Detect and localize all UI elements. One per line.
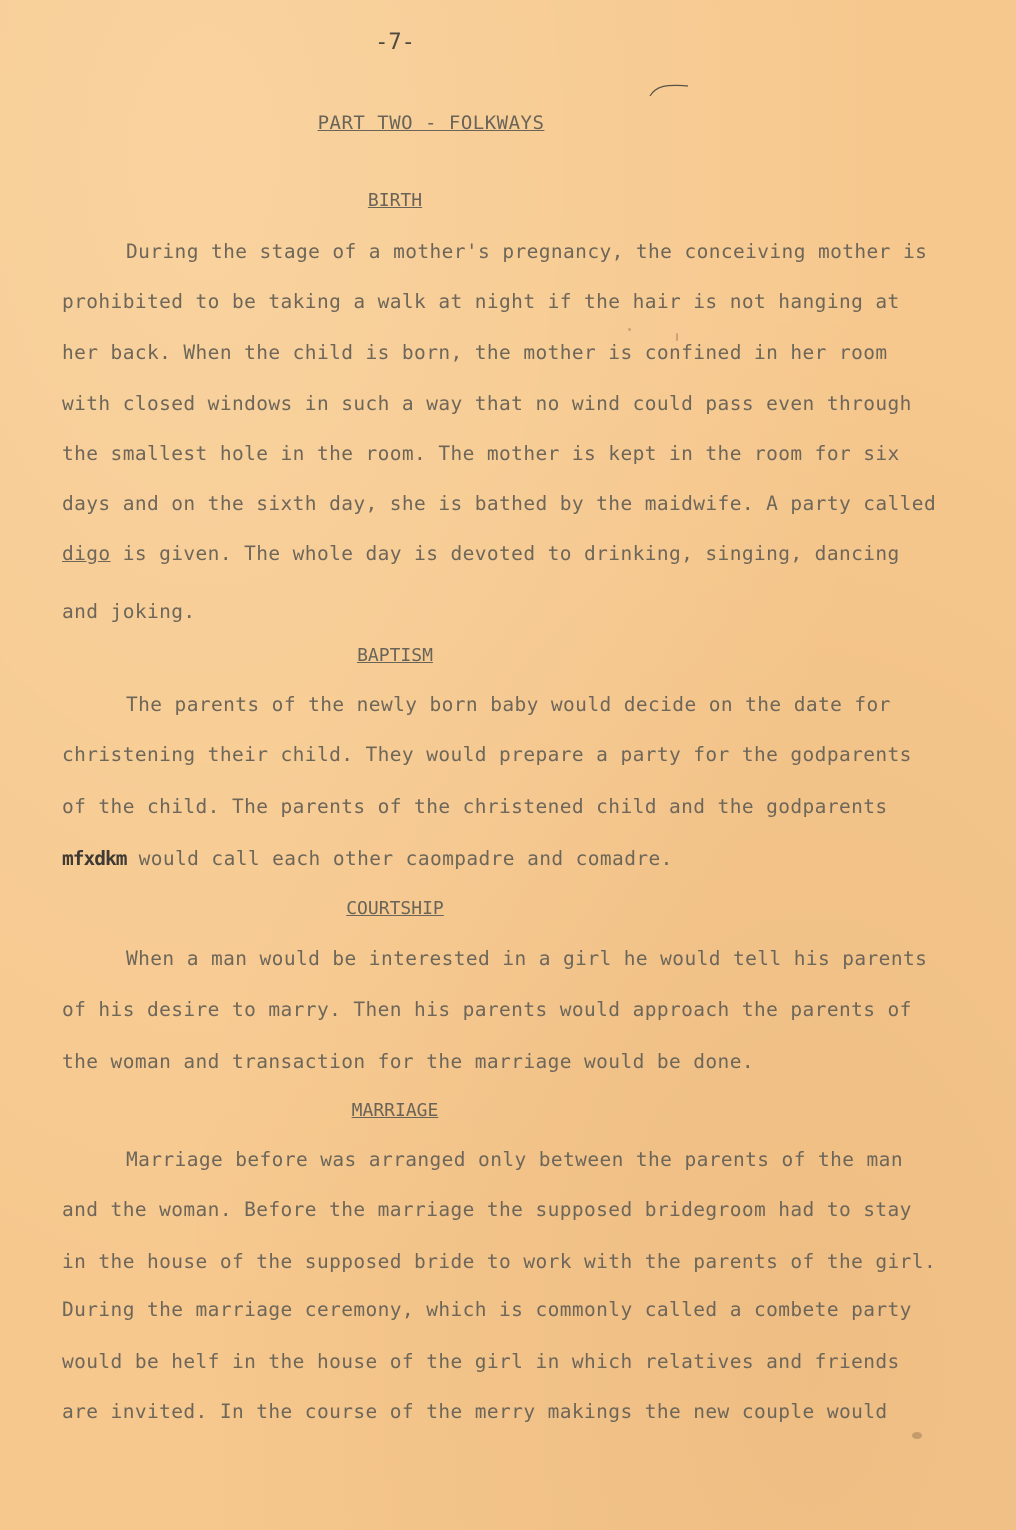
marriage-line-1: Marriage before was arranged only between the parents of the man: [126, 1148, 903, 1171]
baptism-line-2: christening their child. They would prepare a party for the godparents: [62, 743, 912, 766]
courtship-line-1: When a man would be interested in a girl he would tell his parents: [126, 947, 928, 970]
section-heading-marriage: MARRIAGE: [351, 1100, 439, 1121]
struck-out-text: mfxdkm: [62, 847, 127, 870]
marriage-line-4: During the marriage ceremony, which is commonly called a combete party: [62, 1298, 912, 1321]
ink-speck: [628, 328, 631, 331]
baptism-line-4-text: would call each other caompadre and comadre.: [138, 847, 673, 870]
section-heading-baptism: BAPTISM: [357, 645, 433, 666]
birth-line-3: her back. When the child is born, the mother is confined in her room: [62, 341, 888, 364]
pen-stroke-mark: [648, 80, 692, 100]
birth-line-2: prohibited to be taking a walk at night if the hair is not hanging at: [62, 290, 900, 313]
courtship-line-2: of his desire to marry. Then his parents would approach the parents of: [62, 998, 912, 1021]
baptism-line-1: The parents of the newly born baby would decide on the date for: [126, 693, 891, 716]
part-title: PART TWO - FOLKWAYS: [317, 112, 545, 134]
underlined-term-digo: digo: [62, 542, 111, 565]
birth-line-4: with closed windows in such a way that no wind could pass even through: [62, 392, 912, 415]
section-heading-courtship: COURTSHIP: [346, 898, 444, 919]
marriage-line-6: are invited. In the course of the merry makings the new couple would: [62, 1400, 888, 1423]
birth-line-7-text: is given. The whole day is devoted to drinking, singing, dancing: [122, 542, 900, 565]
ink-speck: [676, 333, 678, 341]
baptism-line-4: [62, 847, 673, 870]
page-number: -7-: [375, 30, 415, 55]
marriage-line-5: would be helf in the house of the girl in which relatives and friends: [62, 1350, 900, 1373]
baptism-line-3: of the child. The parents of the christened child and the godparents: [62, 795, 888, 818]
courtship-line-3: the woman and transaction for the marriage would be done.: [62, 1050, 754, 1073]
marriage-line-2: and the woman. Before the marriage the supposed bridegroom had to stay: [62, 1198, 912, 1221]
ink-speck: [912, 1432, 922, 1439]
birth-line-6: days and on the sixth day, she is bathed by the maidwife. A party called: [62, 492, 937, 515]
section-heading-birth: BIRTH: [367, 190, 423, 211]
birth-line-7: [62, 542, 900, 565]
birth-line-8: and joking.: [62, 600, 196, 623]
marriage-line-3: in the house of the supposed bride to work with the parents of the girl.: [62, 1250, 937, 1273]
birth-line-5: the smallest hole in the room. The mother is kept in the room for six: [62, 442, 900, 465]
birth-line-1: During the stage of a mother's pregnancy, the conceiving mother is: [126, 240, 928, 263]
